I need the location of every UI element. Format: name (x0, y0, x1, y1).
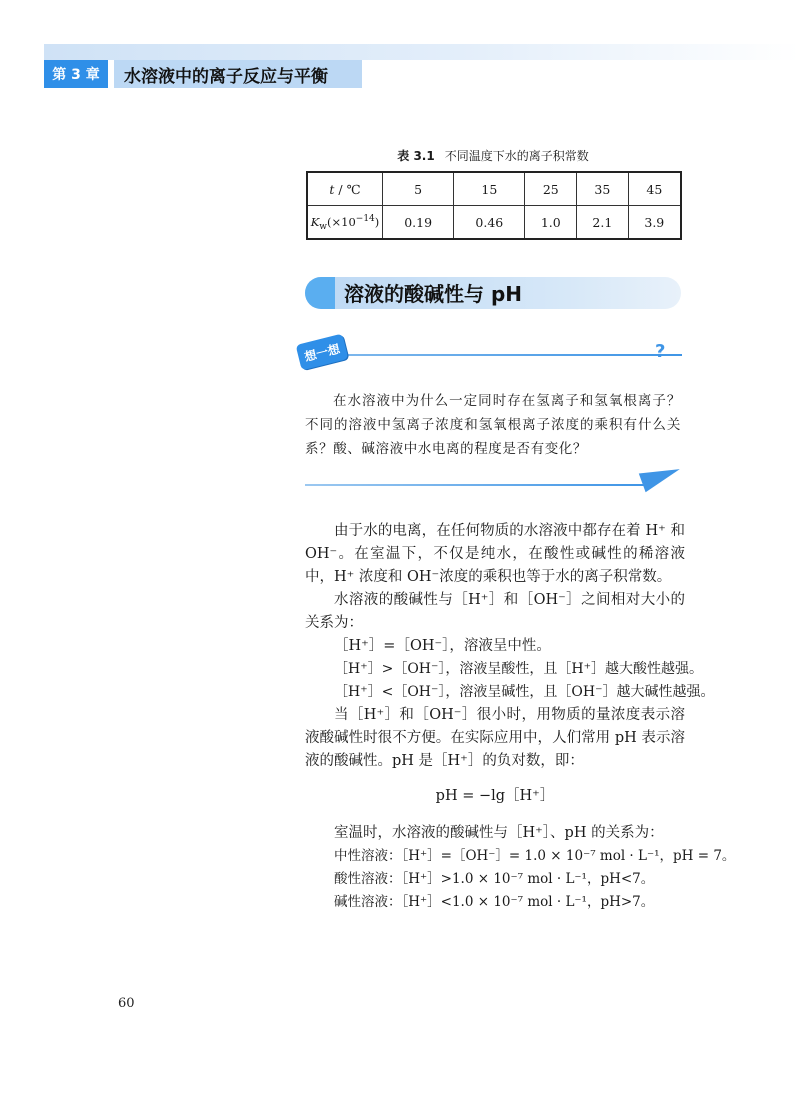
table-cell: 15 (454, 172, 525, 206)
think-bottom-rule (305, 484, 645, 486)
paragraph: 由于水的电离，在任何物质的水溶液中都存在着 H⁺ 和 OH⁻。在室温下，不仅是纯水，在酸性或碱性的稀溶液中，H⁺ 浓度和 OH⁻浓度的乘积也等于水的离子积常数。 (305, 523, 685, 585)
condition-line: ［H⁺］<［OH⁻］，溶液呈碱性，且［OH⁻］越大碱性越强。 (334, 684, 715, 700)
question-mark-icon: ? (655, 341, 666, 362)
table-cell: 45 (628, 172, 681, 206)
think-badge: 想一想 (296, 334, 349, 371)
table-cell: 0.46 (454, 206, 525, 240)
table-cell: 25 (525, 172, 577, 206)
relation-line: 碱性溶液：［H⁺］<1.0 × 10⁻⁷ mol · L⁻¹，pH>7。 (334, 894, 655, 910)
table-cell: 35 (577, 172, 629, 206)
table-caption (305, 147, 681, 164)
chapter-title: 水溶液中的离子反应与平衡 (114, 60, 362, 88)
section-heading-tab (305, 277, 335, 309)
paragraph: 当［H⁺］和［OH⁻］很小时，用物质的量浓度表示溶液酸碱性时很不方便。在实际应用中，人们常用 pH 表示溶液的酸碱性。pH 是［H⁺］的负对数，即： (305, 707, 685, 769)
table-cell: 1.0 (525, 206, 577, 240)
table-cell: 2.1 (577, 206, 629, 240)
table-cell: 0.19 (383, 206, 454, 240)
table-row (307, 172, 681, 206)
think-text: 在水溶液中为什么一定同时存在氢离子和氢氧根离子？不同的溶液中氢离子浓度和氢氧根离子浓度的乘积有什么关系？酸、碱溶液中水电离的程度是否有变化？ (305, 393, 681, 457)
relation-line: 中性溶液：［H⁺］=［OH⁻］= 1.0 × 10⁻⁷ mol · L⁻¹，pH = 7。 (334, 848, 736, 864)
relation-line: 酸性溶液：［H⁺］>1.0 × 10⁻⁷ mol · L⁻¹，pH<7。 (334, 871, 655, 887)
chapter-label: 第 3 章 (44, 60, 108, 88)
table-caption-text: 不同温度下水的离子积常数 (444, 149, 589, 163)
table-cell: 5 (383, 172, 454, 206)
think-top-rule (330, 354, 682, 356)
condition-line: ［H⁺］=［OH⁻］，溶液呈中性。 (334, 638, 551, 654)
paragraph: 水溶液的酸碱性与［H⁺］和［OH⁻］之间相对大小的关系为： (305, 592, 685, 631)
table-header-cell: t / ℃ (307, 172, 383, 206)
table-header-cell: $K_w(\times 10^{-14})$ (307, 206, 383, 240)
table-caption-number: 表 3.1 (397, 149, 435, 163)
table-cell: 3.9 (628, 206, 681, 240)
condition-line: ［H⁺］>［OH⁻］，溶液呈酸性，且［H⁺］越大酸性越强。 (334, 661, 704, 677)
relation-intro: 室温时，水溶液的酸碱性与［H⁺］、pH 的关系为： (334, 825, 664, 841)
arrow-icon (639, 460, 683, 492)
table-row (307, 206, 681, 240)
kw-table (306, 171, 682, 240)
body-text (305, 520, 736, 914)
header-band (44, 44, 800, 60)
chapter-header (44, 60, 362, 88)
ph-formula: pH = −lg［H⁺］ (435, 788, 555, 804)
page-number: 60 (118, 996, 135, 1011)
section-title: 溶液的酸碱性与 pH (344, 282, 523, 306)
